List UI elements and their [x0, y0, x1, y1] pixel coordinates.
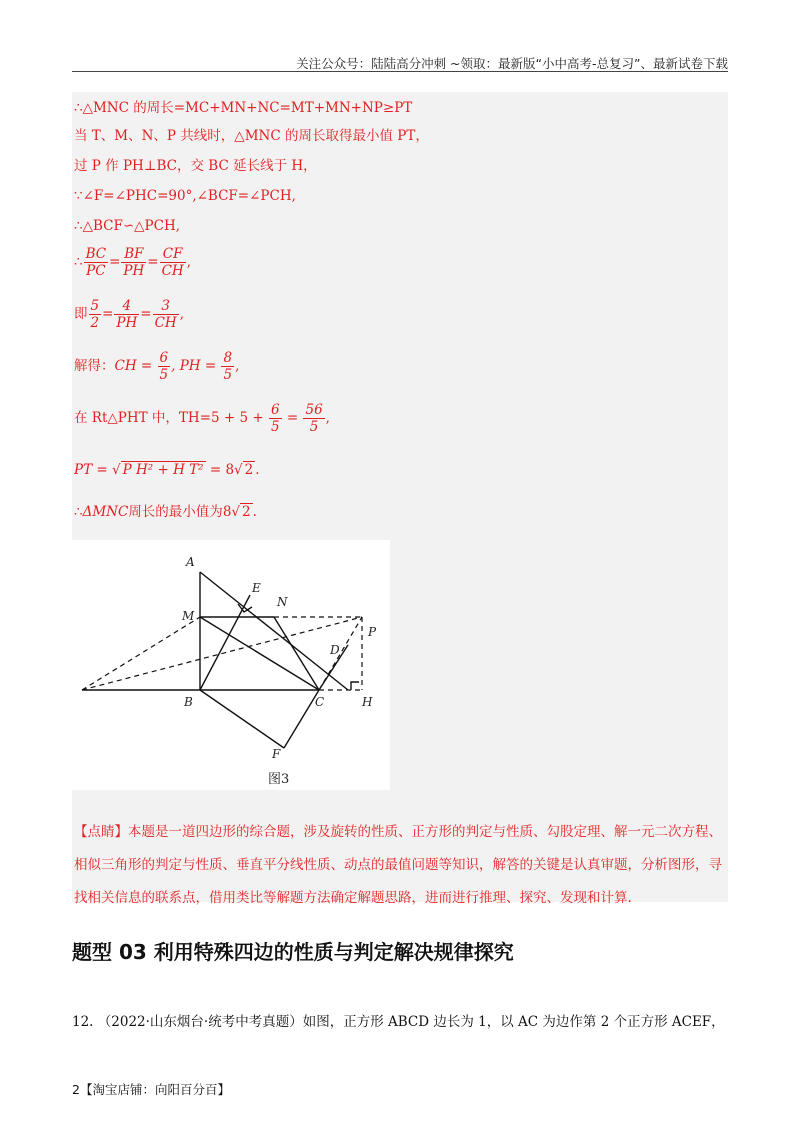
header-divider — [72, 71, 728, 72]
label-f: F — [272, 747, 281, 761]
radical-2-final: 2 — [242, 504, 251, 520]
dashed-cp — [319, 617, 362, 690]
fraction-bf-ph: $\frac{BF}{PH}$ — [123, 246, 145, 279]
section-title: 题型 03 利用特殊四边的性质与判定解决规律探究 — [72, 940, 514, 964]
solution-line-5: ∴△BCF∽△PCH, — [74, 218, 181, 234]
page-footer: 2【淘宝店铺：向阳百分百】 — [72, 1082, 230, 1097]
solution-line-9: 在 Rt△PHT 中，TH=5 + 5 + $\frac{6}{5}$ = $\frac{56}{5}$ , — [74, 402, 330, 435]
label-n: N — [277, 595, 288, 609]
fraction-8-5: $\frac{8}{5}$ — [223, 350, 233, 383]
radical-2: 2 — [244, 462, 254, 478]
solution-line-7: 即 $\frac{5}{2}$ = $\frac{4}{PH}$ = $\frac{3}{CH}$ , — [74, 298, 184, 331]
solution-line-8: 解得：CH = $\frac{6}{5}$ , PH = $\frac{8}{5}$ , — [74, 350, 240, 383]
fraction-5-2: $\frac{5}{2}$ — [90, 298, 100, 331]
fraction-56-5: $\frac{56}{5}$ — [305, 402, 323, 435]
label-d: D — [330, 643, 340, 657]
fraction-6-5: $\frac{6}{5}$ — [159, 350, 169, 383]
therefore-symbol: ∴ — [74, 254, 83, 270]
fraction-cf-ch: $\frac{CF}{CH}$ — [161, 246, 184, 279]
segment-fc — [284, 690, 319, 748]
fraction-3-ch: $\frac{3}{CH}$ — [154, 298, 177, 331]
label-h: H — [362, 695, 373, 709]
solution-line-11: ∴ΔMNC周长的最小值为8√ 2 . — [74, 504, 257, 520]
page-header: 关注公众号：陆陆高分冲刺 ~领取：最新版“小中高考-总复习”、最新试卷下载 — [296, 56, 728, 71]
geometry-figure — [72, 540, 390, 790]
solution-line-2: 当 T、M、N、P 共线时，△MNC 的周长取得最小值 PT， — [74, 128, 429, 144]
solution-line-3: 过 P 作 PH⊥BC，交 BC 延长线于 H， — [74, 158, 317, 174]
figure-caption: 图3 — [268, 772, 290, 787]
geometry-diagram — [72, 540, 390, 790]
fraction-4-ph: $\frac{4}{PH}$ — [116, 298, 138, 331]
label-b: B — [184, 695, 193, 709]
label-m: M — [182, 609, 195, 623]
fraction-bc-pc: $\frac{BC}{PC}$ — [85, 246, 107, 279]
label-c: C — [315, 695, 325, 709]
fraction-6-5-b: $\frac{6}{5}$ — [270, 402, 280, 435]
label-p: P — [368, 625, 377, 639]
dashed-tp — [82, 617, 362, 690]
solution-line-6: ∴ $\frac{BC}{PC}$ = $\frac{BF}{PH}$ = $\frac{CF}{CH}$ , — [74, 246, 191, 279]
question-12: 12. （2022·山东烟台·统考中考真题）如图，正方形 ABCD 边长为 1，以 AC 为边作第 2 个正方形 ACEF， — [72, 1014, 725, 1030]
solution-line-1: ∴△MNC 的周长=MC+MN+NC=MT+MN+NP≥PT — [74, 100, 413, 116]
label-e: E — [252, 581, 261, 595]
solution-line-10: PT = √ P H² + H T² = 8√ 2 . — [74, 462, 260, 478]
right-angle-h — [351, 682, 359, 690]
solution-line-4: ∵∠F=∠PHC=90°,∠BCF=∠PCH, — [74, 188, 296, 204]
key-point-comment: 【点睛】本题是一道四边形的综合题，涉及旋转的性质、正方形的判定与性质、勾股定理、解一元二次方程、相似三角形的判定与性质、垂直平分线性质、动点的最值问题等知识，解答的关键是认真审题，分析图形，寻找相关信息的联系点，借用类比等解题方法确定解题思路，进而进行推理、探究、发现和计算. — [74, 824, 722, 906]
radical-ph-ht: P H² + H T² — [122, 462, 204, 478]
dashed-tm — [82, 617, 200, 690]
segment-bf — [200, 690, 284, 748]
segment-nc — [274, 617, 319, 690]
label-a: A — [186, 555, 195, 569]
